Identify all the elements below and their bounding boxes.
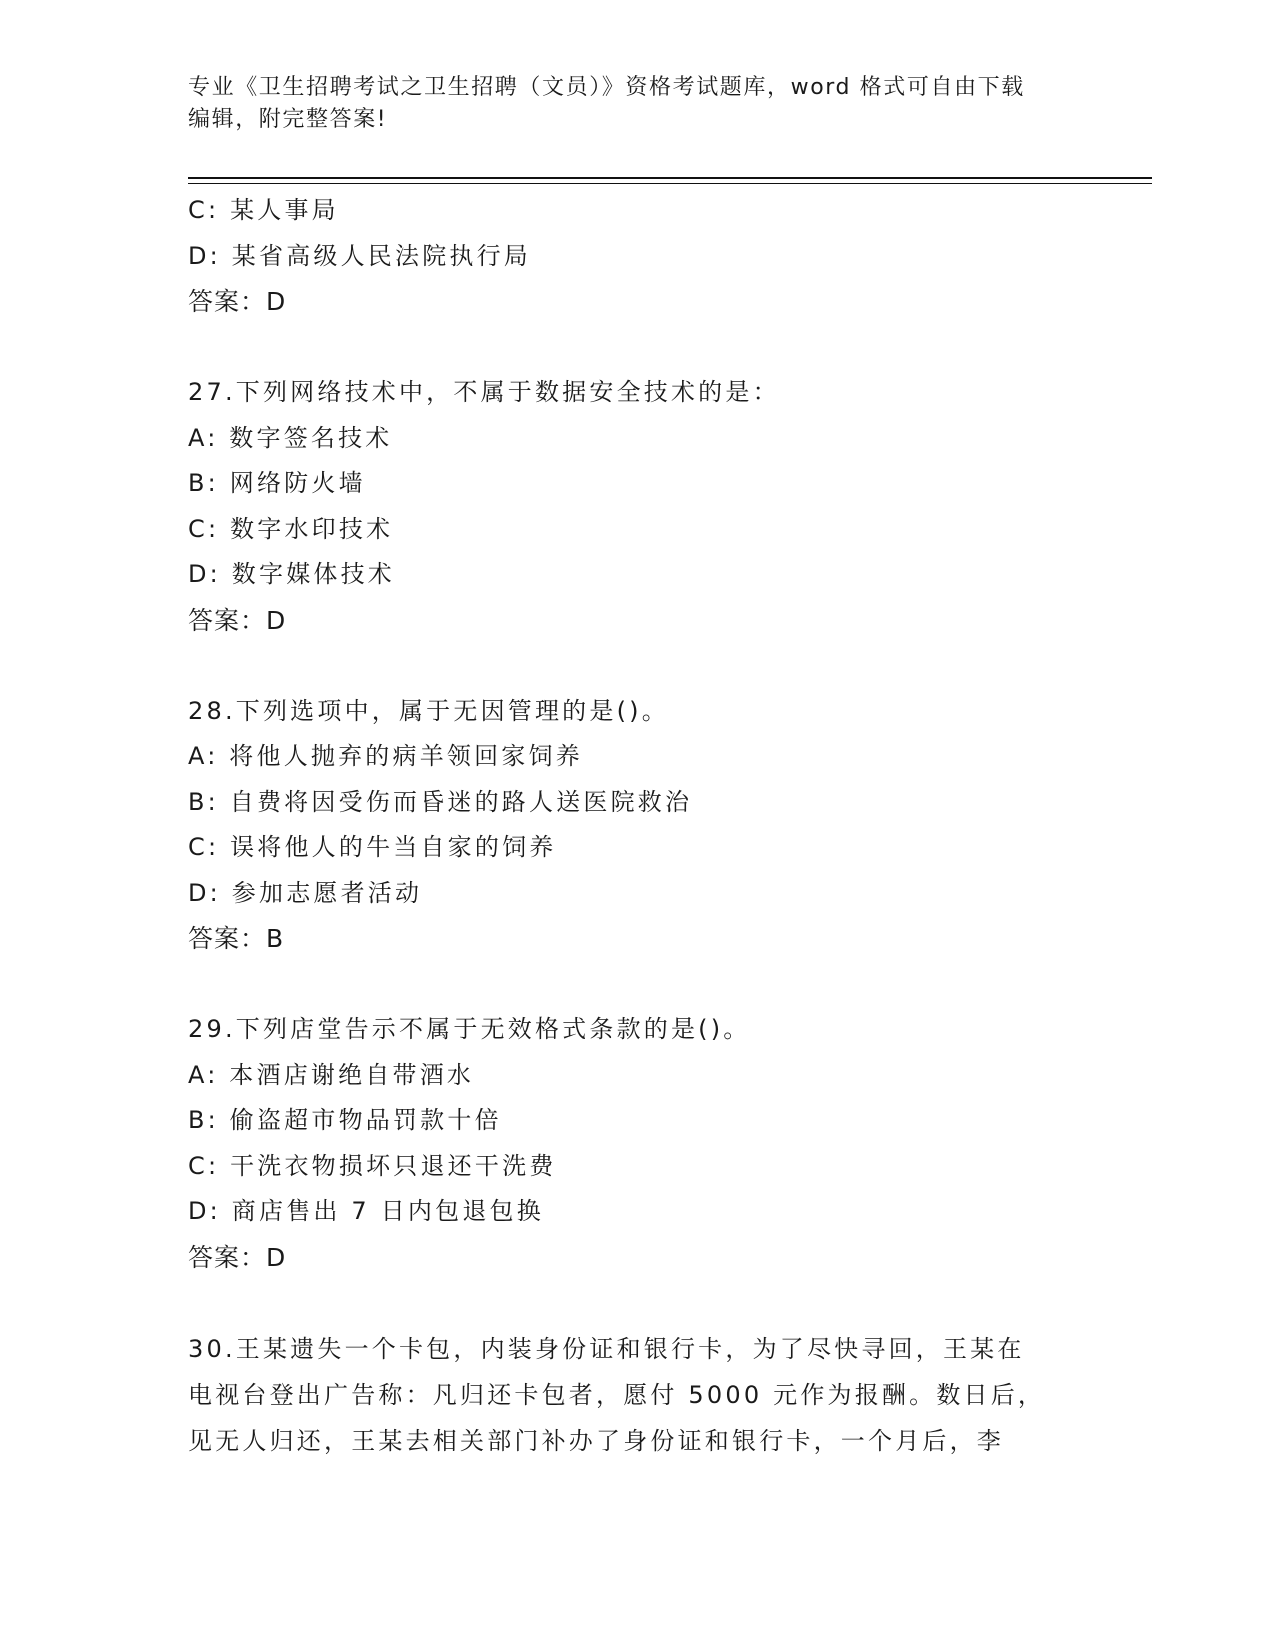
document-header <box>188 72 1078 136</box>
header-divider-thin <box>188 183 1152 184</box>
answer-label: 答案： <box>188 605 267 635</box>
answer-label: 答案： <box>188 287 267 316</box>
question-28 <box>188 689 1088 962</box>
option-d: D: 某省高级人民法院执行局 <box>188 241 531 270</box>
spacer <box>188 1280 1088 1326</box>
spacer <box>188 643 1088 689</box>
answer-label: 答案： <box>188 1242 267 1272</box>
answer-value: D <box>266 1242 287 1272</box>
option-a: A: 数字签名技术 <box>188 423 393 452</box>
question-30 <box>188 1326 1068 1464</box>
question-27 <box>188 370 1088 643</box>
header-line-2: 编辑，附完整答案! <box>188 107 388 132</box>
question-26-tail <box>188 188 1088 325</box>
option-b: B: 自费将因受伤而昏迷的路人送医院救治 <box>188 787 693 816</box>
answer-line <box>188 279 1088 325</box>
question-stem: 28.下列选项中，属于无因管理的是()。 <box>188 696 669 725</box>
answer-value: D <box>266 287 287 316</box>
option-c: C: 某人事局 <box>188 196 339 224</box>
option-d: D: 商店售出 7 日内包退包换 <box>188 1197 544 1225</box>
answer-line <box>188 598 1088 644</box>
question-list <box>188 188 1088 1464</box>
question-stem: 27.下列网络技术中，不属于数据安全技术的是： <box>188 378 780 406</box>
option-c: C: 误将他人的牛当自家的饲养 <box>188 833 557 861</box>
question-stem-line-2: 电视台登出广告称：凡归还卡包者，愿付 5000 元作为报酬。数日后， <box>188 1380 1046 1409</box>
answer-value: B <box>266 924 285 953</box>
spacer <box>188 962 1088 1008</box>
header-line-1: 专业《卫生招聘考试之卫生招聘（文员）》资格考试题库，word 格式可自由下载 <box>188 75 1025 100</box>
question-29 <box>188 1007 1088 1280</box>
answer-value: D <box>266 605 287 635</box>
option-a: A: 将他人抛弃的病羊领回家饲养 <box>188 742 583 770</box>
answer-label: 答案： <box>188 924 267 953</box>
option-a: A: 本酒店谢绝自带酒水 <box>188 1060 475 1089</box>
answer-line <box>188 1235 1088 1281</box>
question-stem-line-1: 30.王某遗失一个卡包，内装身份证和银行卡，为了尽快寻回，王某在 <box>188 1334 1025 1363</box>
option-b: B: 偷盗超市物品罚款十倍 <box>188 1106 502 1134</box>
option-d: D: 数字媒体技术 <box>188 560 395 588</box>
spacer <box>188 325 1088 371</box>
question-stem: 29.下列店堂告示不属于无效格式条款的是()。 <box>188 1015 751 1043</box>
option-d: D: 参加志愿者活动 <box>188 878 423 907</box>
option-c: C: 干洗衣物损坏只退还干洗费 <box>188 1151 557 1180</box>
header-divider-thick <box>188 177 1152 179</box>
answer-line <box>188 916 1088 962</box>
question-stem-line-3: 见无人归还，王某去相关部门补办了身份证和银行卡，一个月后，李 <box>188 1426 1004 1455</box>
option-b: B: 网络防火墙 <box>188 469 366 497</box>
option-c: C: 数字水印技术 <box>188 514 394 543</box>
